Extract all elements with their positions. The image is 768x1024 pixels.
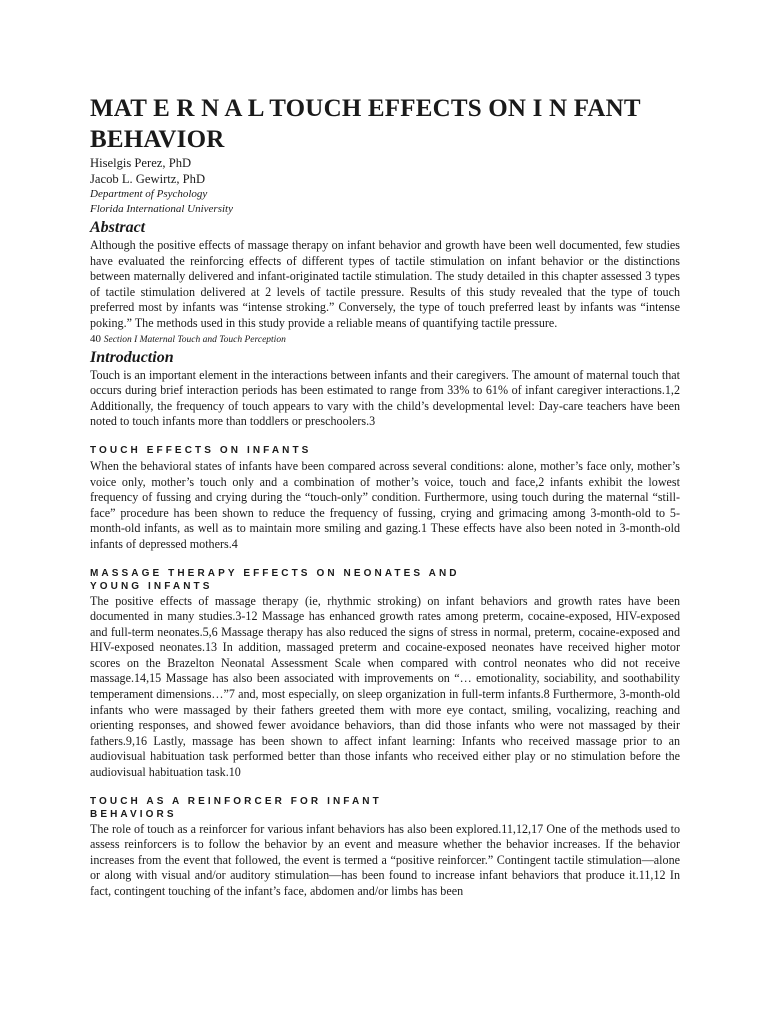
touch-effects-heading: TOUCH EFFECTS ON INFANTS xyxy=(90,444,312,456)
reinforcer-text: The role of touch as a reinforcer for various infant behaviors has also been explored.11,12,17 One of the methods used to assess reinforcers is to follow the behavior by an event and measure whether the behavior increases. If the behavior increases from the event that followed, the event is termed a “positive reinforcer.” Contingent tactile stimulation—alone or along with visual and/or auditory stimulation—has been found to increase infant behaviors that produce it.11,12 In fact, contingent touching of the infant’s face, abdomen and/or limbs has been xyxy=(90,821,680,898)
massage-text: The positive effects of massage therapy (ie, rhythmic stroking) on infant behaviors and growth rates have been documented in many studies.3-12 Massage has enhanced growth rates among preterm, cocaine-exposed, HIV-exposed and full-term neonates.5,6 Massage therapy has also reduced the signs of stress in normal, preterm, cocaine-exposed and HIV-exposed neonates.13 In addition, massaged preterm and cocaine-exposed neonates have received higher motor scores on the Brazelton Neonatal Assessment Scale when compared with control neonates who did not receive massage.14,15 Massage has also been associated with improvements on “… emotionality, sociability, and soothability temperament dimensions…”7 and, most especially, on sleep organization in full-term infants.8 Furthermore, 3-month-old infants who were massaged by their fathers greeted them with more eye contact, smiling, vocalizing, reaching and orienting responses, and showed fewer avoidance behaviors, than did those infants who were not massaged by their fathers.9,16 Lastly, massage has been shown to affect infant learning: Infants who received massage prior to an audiovisual habituation task performed better than those infants who received either play or no stimulation before the audiovisual habituation task.10 xyxy=(90,593,680,780)
massage-heading-line2: YOUNG INFANTS xyxy=(90,580,213,592)
affiliation-university: Florida International University xyxy=(90,203,233,215)
abstract-heading: Abstract xyxy=(90,219,146,236)
page-number: 40 xyxy=(90,332,101,345)
paper-title: MAT E R N A L TOUCH EFFECTS ON I N FANT BEHAVIOR xyxy=(90,95,641,153)
paper-page xyxy=(90,93,680,900)
affiliation-department: Department of Psychology xyxy=(90,188,208,200)
massage-heading-line1: MASSAGE THERAPY EFFECTS ON NEONATES AND xyxy=(90,567,460,579)
author-1: Hiselgis Perez, PhD xyxy=(90,156,192,170)
running-head-title: Section I Maternal Touch and Touch Perception xyxy=(103,334,286,345)
touch-effects-text: When the behavioral states of infants have been compared across several conditions: alone, mother’s face only, mother’s voice only, mother’s touch only and a combination of mother’s voice, touch and face,2 infants exhibit the lowest frequency of fussing and crying during the “touch-only” condition. Furthermore, using touch during the maternal “still-face” procedure has been shown to reduce the frequency of fussing, crying and grimacing among 3-month-old to 5-month-old infants, as well as to maintain more smiling and gazing.1 These effects have also been noted in 3-month-old infants of depressed mothers.4 xyxy=(90,458,680,551)
introduction-heading: Introduction xyxy=(90,348,174,366)
massage-heading xyxy=(90,567,680,593)
reinforcer-heading xyxy=(90,795,680,821)
reinforcer-heading-line1: TOUCH AS A REINFORCER FOR INFANT xyxy=(90,795,382,807)
running-head xyxy=(90,332,680,347)
author-2: Jacob L. Gewirtz, PhD xyxy=(90,172,206,186)
abstract-text: Although the positive effects of massage therapy on infant behavior and growth have been well documented, few studies have evaluated the reinforcing effects of different types of tactile stimulation on infant behavior or the distinctions between maternally delivered and infant-originated tactile stimulation. The study detailed in this chapter assessed 3 types of tactile stimulation delivered at 2 levels of tactile pressure. Results of this study revealed that the type of touch preferred most by infants was “intense stroking.” Conversely, the type of touch preferred least by infants was “intense poking.” The methods used in this study provide a reliable means of quantifying tactile pressure. xyxy=(90,238,680,330)
reinforcer-heading-line2: BEHAVIORS xyxy=(90,808,177,820)
introduction-text: Touch is an important element in the interactions between infants and their caregivers. The amount of maternal touch that occurs during brief interaction periods has been estimated to range from 33% to 61% of infant caregiver interactions.1,2 Additionally, the frequency of touch appears to vary with the child’s developmental level: Day-care teachers have been noted to touch infants more than toddlers or preschoolers.3 xyxy=(90,367,680,429)
